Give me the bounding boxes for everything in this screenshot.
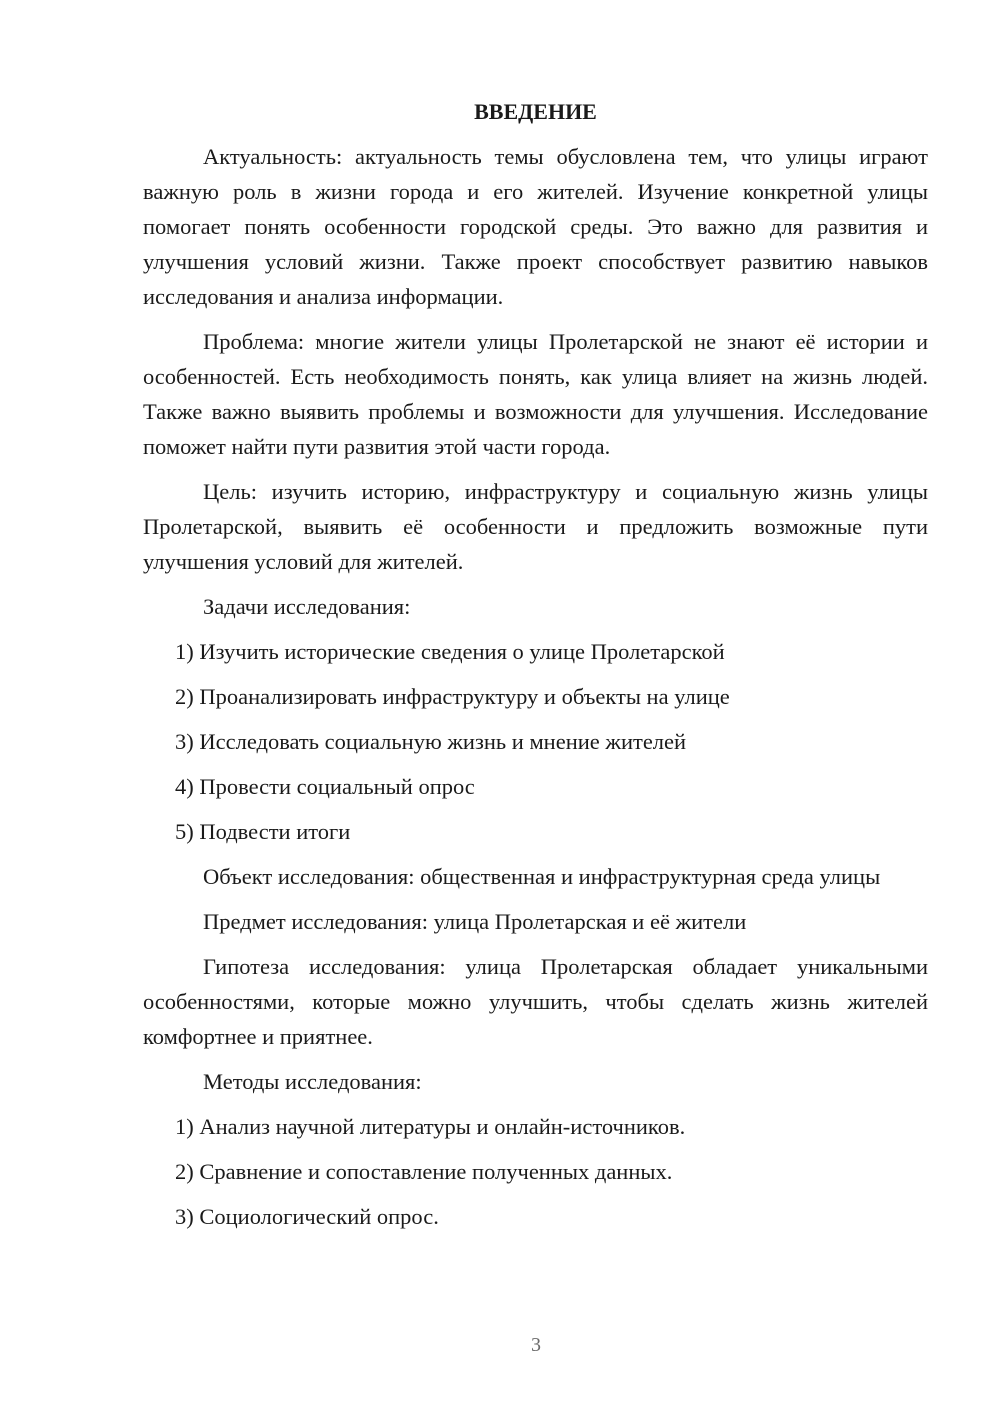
goal-paragraph: Цель: изучить историю, инфраструктуру и социальную жизнь улицы Пролетарской, выявить её особенности и предложить возможные пути улучшения условий для жителей.: [143, 479, 928, 574]
list-item: 4) Провести социальный опрос: [175, 774, 475, 799]
relevance-paragraph: Актуальность: актуальность темы обусловлена тем, что улицы играют важную роль в жизни города и его жителей. Изучение конкретной улицы помогает понять особенности городской среды. Это важно для развития и улучшения условий жизни. Также проект способствует развитию навыков исследования и анализа информации.: [143, 144, 928, 309]
methods-list: [143, 1109, 928, 1234]
list-item: 1) Изучить исторические сведения о улице Пролетарской: [175, 639, 725, 664]
methods-heading: Методы исследования:: [203, 1069, 422, 1094]
list-item: 5) Подвести итоги: [175, 819, 351, 844]
document-body: [143, 97, 928, 1244]
tasks-heading: Задачи исследования:: [203, 594, 411, 619]
list-item: 2) Проанализировать инфраструктуру и объекты на улице: [175, 684, 730, 709]
object-paragraph: Объект исследования: общественная и инфраструктурная среда улицы: [203, 864, 881, 889]
list-item: 1) Анализ научной литературы и онлайн-источников.: [175, 1114, 686, 1139]
subject-paragraph: Предмет исследования: улица Пролетарская и её жители: [203, 909, 747, 934]
list-item: 2) Сравнение и сопоставление полученных данных.: [175, 1159, 673, 1184]
page-number: 3: [531, 1334, 541, 1356]
hypothesis-paragraph: Гипотеза исследования: улица Пролетарская обладает уникальными особенностями, которые можно улучшить, чтобы сделать жизнь жителей комфортнее и приятнее.: [143, 954, 928, 1049]
section-title: ВВЕДЕНИЕ: [474, 99, 597, 124]
list-item: 3) Социологический опрос.: [175, 1204, 439, 1229]
problem-paragraph: Проблема: многие жители улицы Пролетарской не знают её истории и особенностей. Есть необходимость понять, как улица влияет на жизнь людей. Также важно выявить проблемы и возможности для улучшения. Исследование поможет найти пути развития этой части города.: [143, 329, 928, 459]
tasks-list: [143, 634, 928, 849]
list-item: 3) Исследовать социальную жизнь и мнение жителей: [175, 729, 687, 754]
